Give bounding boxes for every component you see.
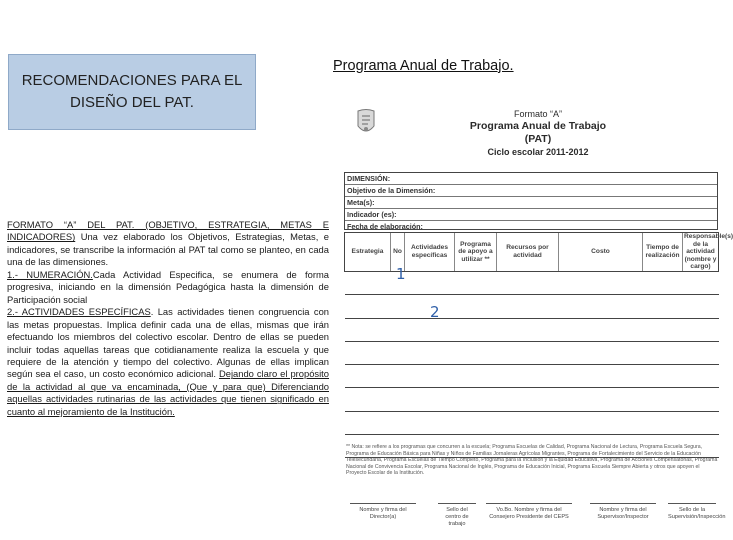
column-header: Actividades específicas [405,233,455,272]
column-header: No [391,233,405,272]
info-field-goals: Meta(s): [345,197,717,209]
government-seal-icon [354,108,378,138]
info-field-indicators: Indicador (es): [345,209,717,221]
item-1-label: 1.- NUMERACIÓN. [7,268,93,280]
signature-school-stamp: Sello del centro de trabajo [438,503,476,527]
format-heading: FORMATO “A” DEL PAT. (OBJETIVO, ESTRATEGIA, METAS E INDICADORES) [7,219,329,243]
pat-form-image [338,100,733,540]
column-header: Costo [559,233,643,272]
column-header: Recursos por actividad [497,233,559,272]
item-2-paragraph [7,306,329,418]
table-row [345,411,719,434]
table-row [345,341,719,364]
recommendations-title [22,70,243,114]
column-header: Programa de apoyo a utilizar ** [455,233,497,272]
marker-2: 2 [430,303,440,321]
form-info-box [344,172,718,230]
format-paragraph [7,219,329,269]
column-header: Estrategia [345,233,391,272]
recommendations-box [8,54,256,130]
instructions-text [7,219,329,418]
recommendations-title-line2: DISEÑO DEL PAT. [70,94,194,111]
info-field-objective: Objetivo de la Dimensión: [345,185,717,197]
table-row [345,388,719,411]
recommendations-title-line1: RECOMENDACIONES PARA EL [21,72,243,89]
form-format-label: Formato “A” [513,109,562,119]
column-header: Responsable(s) de la actividad (nombre y cargo) [684,233,733,271]
item-2-label: 2.- ACTIVIDADES ESPECÍFICAS [7,306,151,318]
form-header [458,108,618,158]
table-row [345,365,719,388]
signature-supervisor: Nombre y firma del Supervisor/Inspector [590,503,656,521]
signature-ceps: Vo.Bo. Nombre y firma del Consejero Presidente del CEPS [486,503,572,521]
table-row [345,318,719,341]
program-title: Programa Anual de Trabajo. [333,58,514,74]
signature-row [346,503,726,533]
signature-director: Nombre y firma del Director(a) [350,503,416,521]
signature-supervision-stamp: Sello de la Supervisión/Inspección [668,503,716,521]
item-2-underlined: Dejando claro el propósito de la actividad al que va encaminada, (Que y para que) Diferenciando aquellas actividades rutinarias de las actividades que tienen significado en cuanto al mejoramiento de la Institución. [7,368,330,417]
info-field-dimension: DIMENSIÓN: [345,173,717,185]
item-2-text: . Las actividades tienen congruencia con las metas propuestas. Implica definir cada una de ellas, mismas que irán efectuando los miembros del colectivo escolar. Dentro de ellas se pueden incluir todas aquellas tareas que cotidianamente realiza la escuela y que requiere de la atención y tiempo del colectivo. Algunas de ellas implican según sea el caso, un costo económico adicional. [7,306,329,380]
item-1-text: Cada Actividad Especifica, se enumera de forma progresiva, iniciando en la dimensión Pedagógica hasta la dimensión de Participación social [7,268,329,305]
format-text: Una vez elaborado los Objetivos, Estrategias, Metas, e indicadores, se transcribe la información al PAT tal como se planteo, en cada una de las dimensiones. [7,231,329,268]
form-footnote: ** Nota: se refiere a los programas que concurren a la escuela; Programa Escuelas de Calidad, Programa Nacional de Lectura, Programa Escuela Segura, Programa de Educación Básica para Niñas y Niños de Familias Jornaleras Agrícolas Migrantes, Programa de Fortalecimiento del Servicio de la Educación Telesecundaria, Programa Escuelas de Tiempo Completo, Programa para la Inclusión y la Equidad Educativa, Programa de Acciones Compensatorias, Programa Nacional de Convivencia Escolar, Programa Nacional de Inglés, Programa de Educación Inicial, Programa Escuela Siempre Abierta y otros que apoyen el Proyecto Escolar de la Institución. [346,444,718,477]
item-1-paragraph [7,269,329,306]
marker-1: 1 [396,265,406,283]
form-cycle: Ciclo escolar 2011-2012 [487,147,589,157]
form-title: Programa Anual de Trabajo (PAT) [469,120,607,145]
info-field-date: Fecha de elaboración: [347,222,423,231]
table-row [345,295,719,318]
column-header: Tiempo de realización [643,233,683,272]
